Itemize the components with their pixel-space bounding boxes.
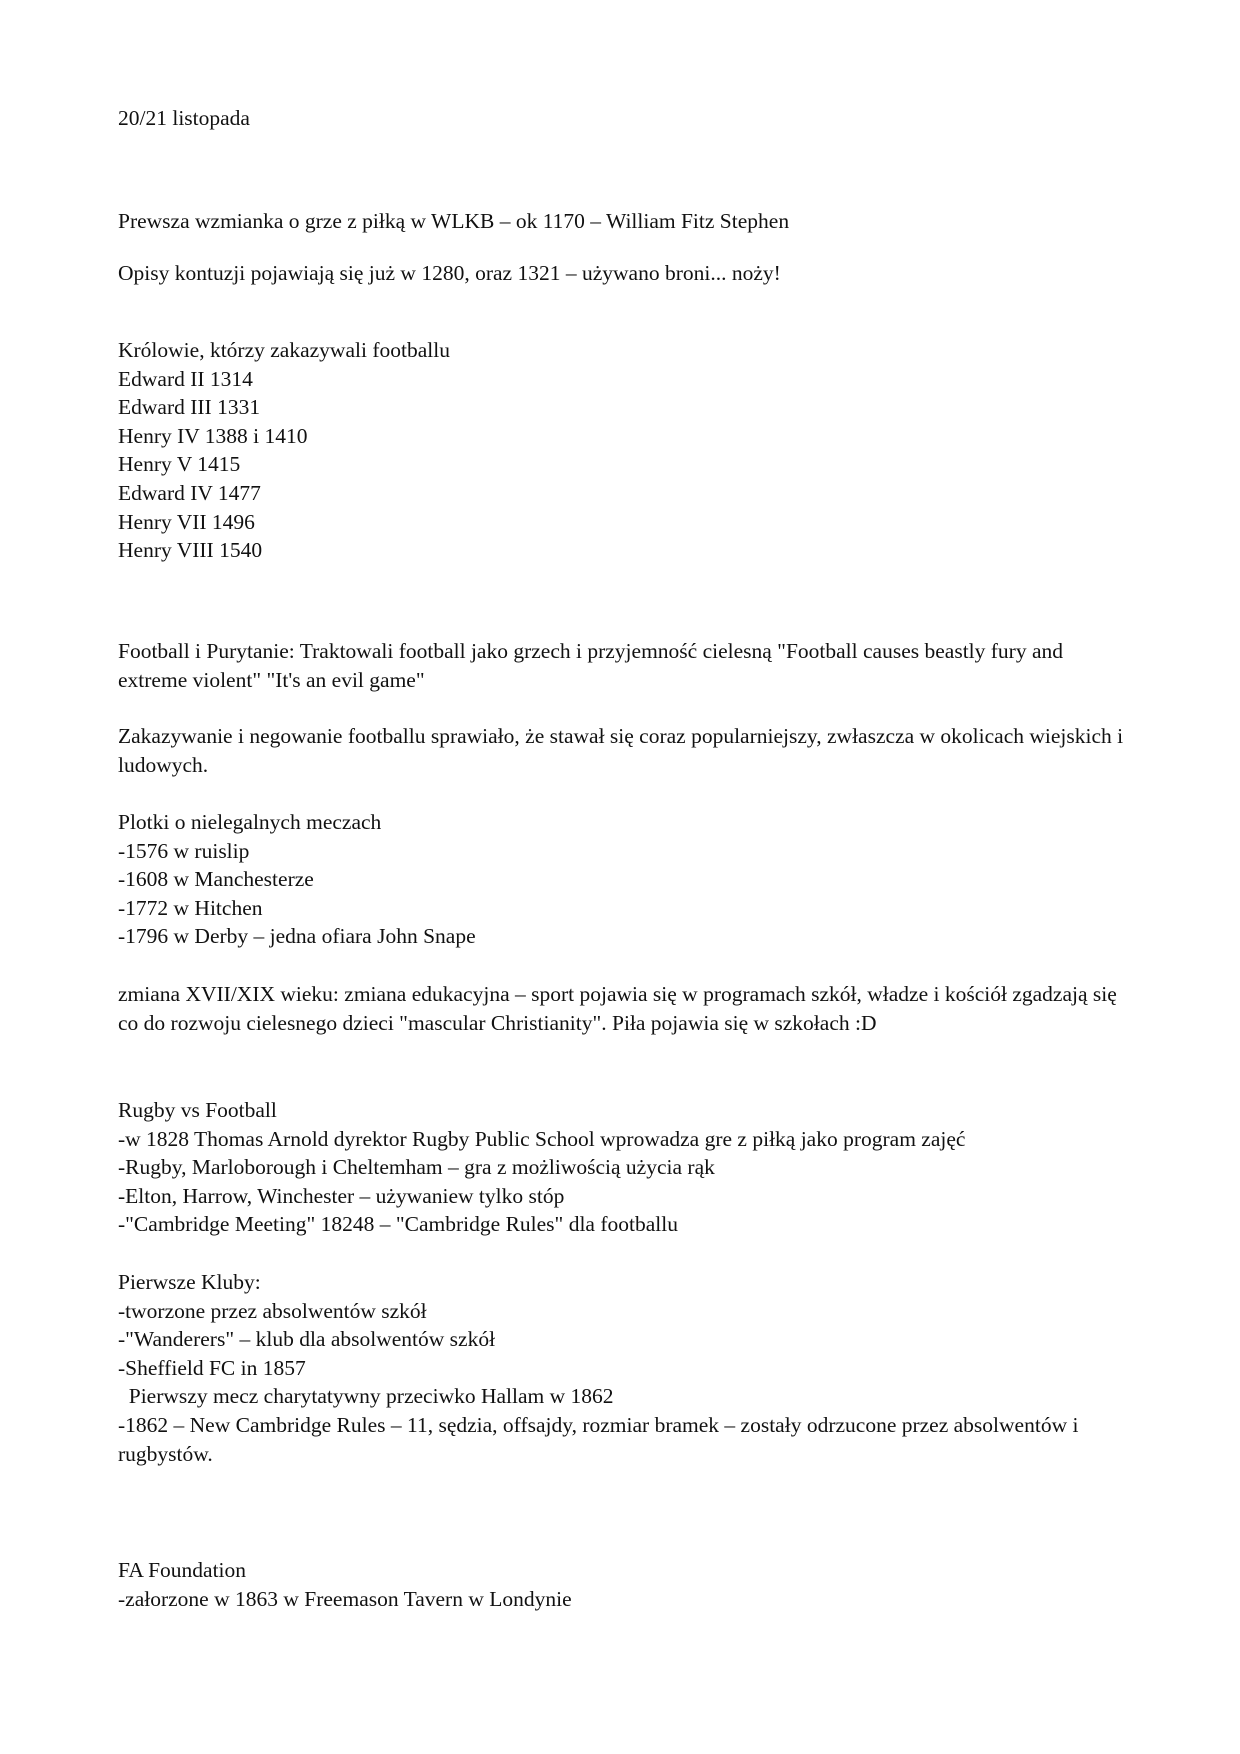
- list-item: Edward IV 1477: [118, 480, 261, 505]
- illegal-matches-section: [118, 808, 1128, 951]
- list-item: -1772 w Hitchen: [118, 895, 263, 920]
- date-text: 20/21 listopada: [118, 106, 250, 130]
- list-item: -1608 w Manchesterze: [118, 867, 314, 892]
- puritans-paragraph: [118, 637, 1128, 694]
- century-change-paragraph: [118, 980, 1128, 1037]
- list-item: -w 1828 Thomas Arnold dyrektor Rugby Public School wprowadza gre z piłką jako program zajęć: [118, 1126, 966, 1151]
- list-item: Henry IV 1388 i 1410: [118, 423, 308, 448]
- list-item: Pierwszy mecz charytatywny przeciwko Hallam w 1862: [118, 1384, 614, 1409]
- list-item: Edward II 1314: [118, 366, 253, 391]
- list-item: -1796 w Derby – jedna ofiara John Snape: [118, 924, 476, 949]
- clubs-section: [118, 1268, 1128, 1468]
- banning-text: Zakazywanie i negowanie footballu sprawiało, że stawał się coraz popularniejszy, zwłaszcza w okolicach wiejskich i ludowych.: [118, 724, 1124, 777]
- list-item: -tworzone przez absolwentów szkół: [118, 1298, 427, 1323]
- list-item: -1862 – New Cambridge Rules – 11, sędzia, offsajdy, rozmiar bramek – zostały odrzucone przez absolwentów i rugbystów.: [118, 1412, 1079, 1466]
- century-change-text: zmiana XVII/XIX wieku: zmiana edukacyjna – sport pojawia się w programach szkół, władze i kościół zgadzają się co do rozwoju cielesnego dzieci "mascular Christianity". Piła pojawia się w szkołach :D: [118, 982, 1117, 1035]
- injuries-paragraph: [118, 259, 1128, 288]
- banning-paragraph: [118, 722, 1128, 779]
- list-item: -1576 w ruislip: [118, 838, 250, 863]
- list-item: Henry V 1415: [118, 452, 241, 477]
- list-item: -"Cambridge Meeting" 18248 – "Cambridge Rules" dla footballu: [118, 1212, 678, 1237]
- list-item: Edward III 1331: [118, 395, 261, 420]
- rugby-section: [118, 1096, 1218, 1239]
- injuries-text: Opisy kontuzji pojawiają się już w 1280, oraz 1321 – używano broni... noży!: [118, 261, 781, 285]
- list-item: -Elton, Harrow, Winchester – używaniew tylko stóp: [118, 1183, 565, 1208]
- list-item: -załorzone w 1863 w Freemason Tavern w Londynie: [118, 1586, 572, 1611]
- first-mention-paragraph: [118, 207, 1128, 236]
- date-line: [118, 104, 1128, 133]
- first-mention-text: Prewsza wzmianka o grze z piłką w WLKB – ok 1170 – William Fitz Stephen: [118, 209, 790, 233]
- list-item: Henry VIII 1540: [118, 538, 263, 563]
- list-item: -"Wanderers" – klub dla absolwentów szkół: [118, 1327, 496, 1352]
- kings-section: [118, 336, 1128, 565]
- rugby-heading: Rugby vs Football: [118, 1098, 277, 1122]
- clubs-heading: Pierwsze Kluby:: [118, 1270, 261, 1294]
- fa-section: [118, 1556, 1128, 1613]
- puritans-text: Football i Purytanie: Traktowali football jako grzech i przyjemność cielesną "Football causes beastly fury and extreme violent" "It's an evil game": [118, 639, 1064, 692]
- list-item: Henry VII 1496: [118, 509, 255, 534]
- illegal-matches-heading: Plotki o nielegalnych meczach: [118, 810, 382, 834]
- list-item: -Rugby, Marloborough i Cheltemham – gra z możliwością użycia rąk: [118, 1155, 715, 1180]
- list-item: -Sheffield FC in 1857: [118, 1355, 306, 1380]
- fa-heading: FA Foundation: [118, 1558, 247, 1582]
- kings-heading: Królowie, którzy zakazywali footballu: [118, 338, 450, 362]
